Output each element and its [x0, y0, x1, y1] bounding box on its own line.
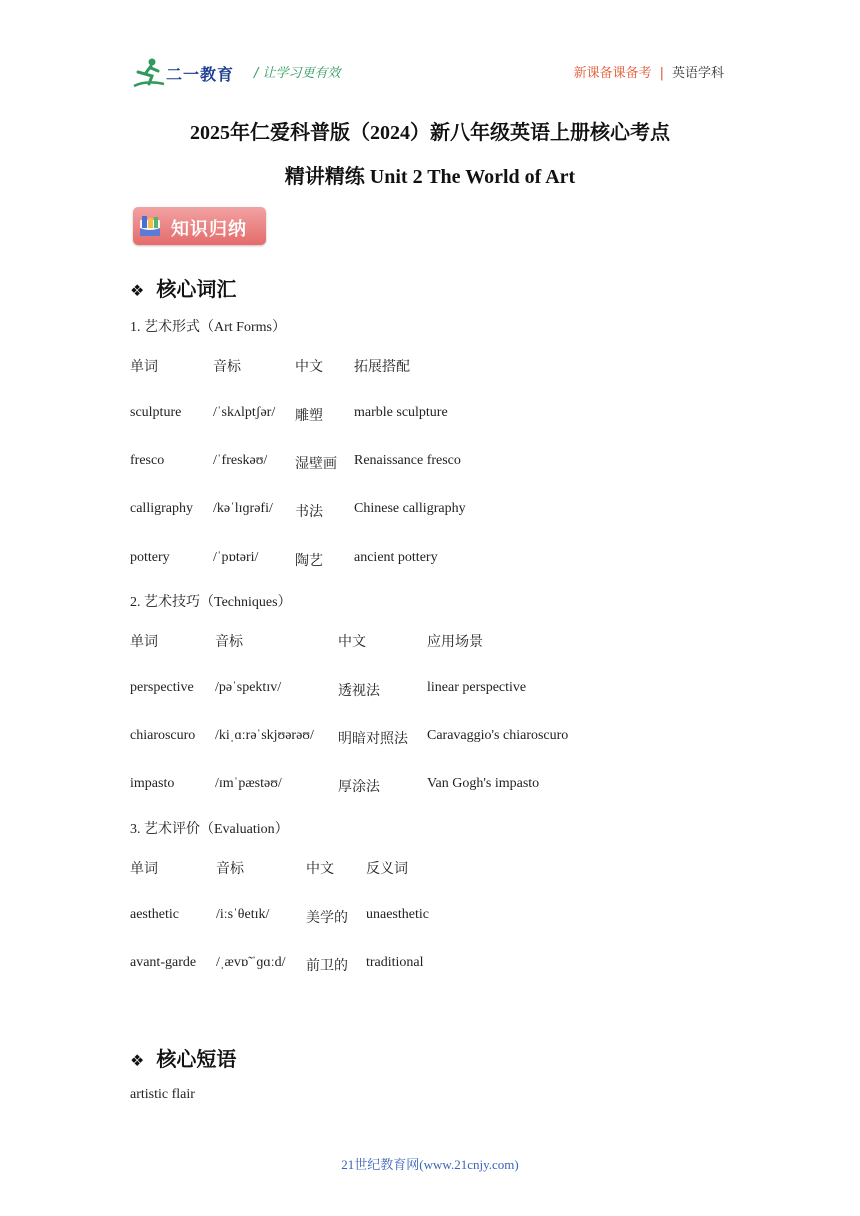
collocation-cell: ancient pottery: [354, 550, 438, 565]
usage-cell: linear perspective: [427, 680, 527, 695]
word-cell: aesthetic: [130, 907, 179, 922]
meaning-cell: 书法: [295, 505, 323, 520]
subheading-art-forms: 1. 艺术形式（Art Forms）: [130, 320, 286, 335]
header-course-label: 新课备课备考: [573, 66, 652, 81]
column-header: 单词: [130, 635, 158, 650]
meaning-cell: 雕塑: [295, 409, 323, 424]
meaning-cell: 明暗对照法: [338, 732, 408, 747]
column-header: 音标: [215, 635, 243, 650]
phonetic-cell: /kiˌɑːrəˈskjʊərəʊ/: [215, 728, 314, 743]
section-title: 核心词汇: [156, 277, 237, 301]
meaning-cell: 陶艺: [295, 554, 323, 569]
column-header: 单词: [130, 862, 158, 877]
phonetic-cell: /ɪmˈpæstəʊ/: [215, 776, 282, 791]
word-cell: chiaroscuro: [130, 728, 196, 743]
badge-label: 知识归纳: [171, 219, 247, 240]
logo-text: 二一教育: [166, 65, 235, 84]
header-subject: [574, 62, 724, 81]
word-cell: calligraphy: [130, 501, 193, 516]
antonym-cell: traditional: [366, 955, 424, 970]
phrase-item: artistic flair: [130, 1087, 195, 1102]
meaning-cell: 透视法: [338, 684, 380, 699]
collocation-cell: Chinese calligraphy: [354, 501, 466, 516]
page-title-line-1: 2025年仁爱科普版（2024）新八年级英语上册核心考点: [190, 122, 670, 144]
section-title: 核心短语: [156, 1047, 237, 1071]
knowledge-summary-badge: [133, 207, 266, 245]
word-cell: pottery: [130, 550, 170, 565]
collocation-cell: marble sculpture: [354, 405, 448, 420]
section-heading-phrases: [130, 1043, 236, 1072]
header-subject-label: 英语学科: [671, 66, 724, 81]
phonetic-cell: /ˌævɒ̃ ˈɡɑːd/: [216, 955, 286, 970]
word-cell: sculpture: [130, 405, 182, 420]
meaning-cell: 前卫的: [306, 959, 348, 974]
word-cell: avant-garde: [130, 955, 197, 970]
column-header: 音标: [216, 862, 244, 877]
footer-source: 21世纪教育网(www.21cnjy.com): [341, 1157, 519, 1172]
subheading-techniques: 2. 艺术技巧（Techniques）: [130, 595, 292, 610]
column-header: 音标: [213, 360, 241, 375]
column-header: 中文: [338, 635, 366, 650]
phonetic-cell: /ˈskʌlptʃər/: [213, 405, 276, 420]
phonetic-cell: /ˈfreskəʊ/: [213, 453, 268, 468]
header-separator: |: [659, 66, 664, 81]
column-header: 拓展搭配: [354, 360, 410, 375]
word-cell: impasto: [130, 776, 175, 791]
phonetic-cell: /pəˈspektɪv/: [215, 680, 282, 695]
usage-cell: Van Gogh's impasto: [427, 776, 540, 791]
meaning-cell: 湿壁画: [295, 457, 337, 472]
runner-icon: [132, 56, 166, 90]
subheading-evaluation: 3. 艺术评价（Evaluation）: [130, 822, 289, 837]
column-header: 中文: [295, 360, 323, 375]
collocation-cell: Renaissance fresco: [354, 453, 461, 468]
section-heading-vocabulary: [130, 273, 236, 302]
antonym-cell: unaesthetic: [366, 907, 429, 922]
word-cell: fresco: [130, 453, 165, 468]
phonetic-cell: /kəˈlɪɡrəfi/: [213, 501, 273, 516]
page-title-line-2: 精讲精练 Unit 2 The World of Art: [284, 166, 576, 188]
column-header: 反义词: [366, 862, 408, 877]
column-header: 应用场景: [427, 635, 483, 650]
book-icon: [139, 214, 161, 238]
column-header: 单词: [130, 360, 158, 375]
phonetic-cell: /iːsˈθetɪk/: [216, 907, 270, 922]
diamond-icon: ❖: [130, 1051, 145, 1070]
site-logo: [132, 56, 244, 90]
phonetic-cell: /ˈpɒtəri/: [213, 550, 259, 565]
usage-cell: Caravaggio's chiaroscuro: [427, 728, 569, 743]
meaning-cell: 厚涂法: [338, 780, 380, 795]
meaning-cell: 美学的: [306, 911, 348, 926]
word-cell: perspective: [130, 680, 194, 695]
diamond-icon: ❖: [130, 281, 145, 300]
slogan: / 让学习更有效: [254, 66, 341, 81]
column-header: 中文: [306, 862, 334, 877]
